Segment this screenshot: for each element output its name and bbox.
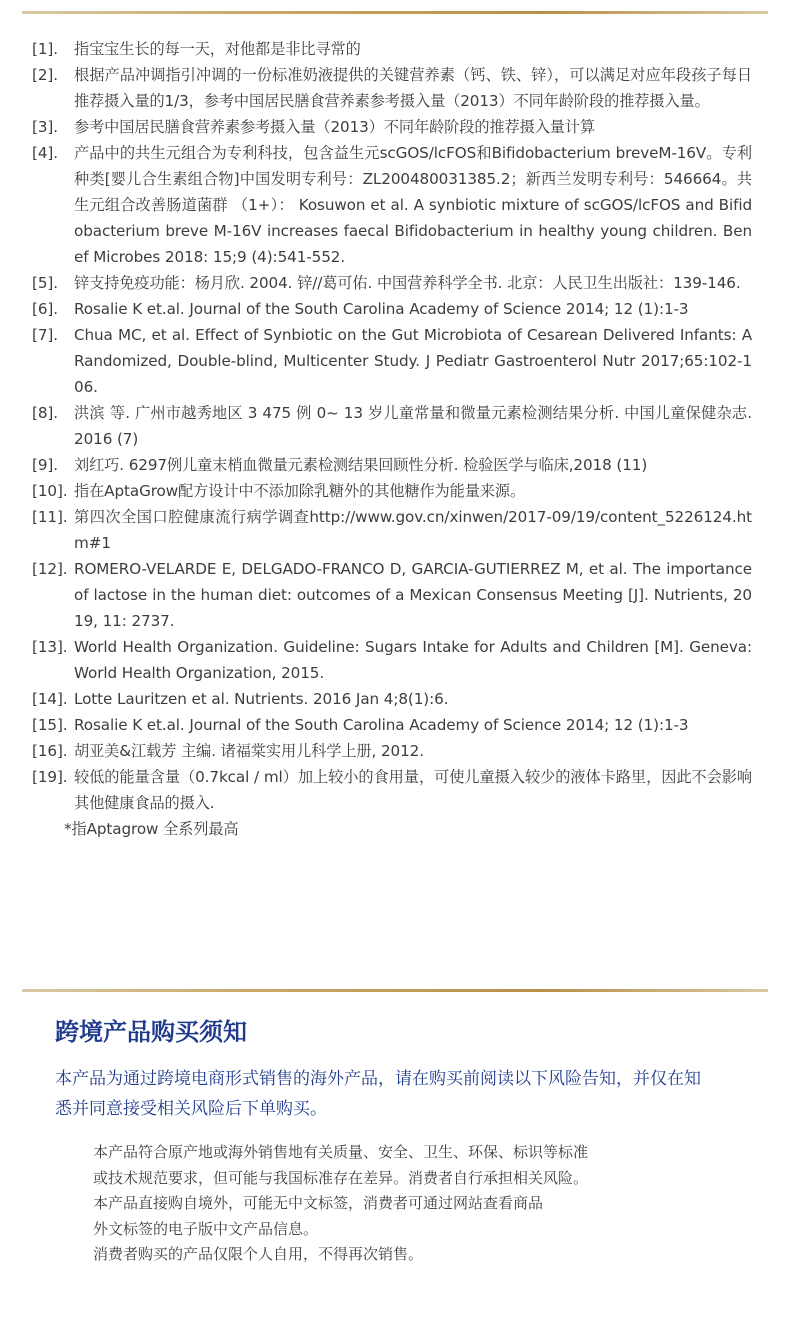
reference-item — [32, 322, 752, 400]
reference-item — [32, 712, 752, 738]
reference-number: [10]. — [32, 482, 68, 500]
reference-number: [9]. — [32, 456, 58, 474]
reference-number: [8]. — [32, 404, 58, 422]
reference-text: Rosalie K et.al. Journal of the South Carolina Academy of Science 2014; 12 (1):1-3 — [74, 716, 689, 734]
notice-intro: 本产品为通过跨境电商形式销售的海外产品，请在购买前阅读以下风险告知，并仅在知悉并同意接受相关风险后下单购买。 — [55, 1069, 701, 1119]
reference-number: [4]. — [32, 144, 58, 162]
reference-item — [32, 478, 752, 504]
reference-item — [32, 114, 752, 140]
reference-text: 锌支持免疫功能：杨月欣. 2004. 锌//葛可佑. 中国营养科学全书. 北京：人民卫生出版社：139-146. — [74, 274, 741, 292]
reference-number: [7]. — [32, 326, 58, 344]
reference-number: [13]. — [32, 638, 68, 656]
reference-number: [11]. — [32, 508, 68, 526]
reference-number: [19]. — [32, 768, 68, 786]
reference-text: 根据产品冲调指引冲调的一份标准奶液提供的关键营养素（钙、铁、锌），可以满足对应年段孩子每日推荐摄入量的1/3，参考中国居民膳食营养素参考摄入量（2013）不同年龄阶段的推荐摄入量。 — [74, 66, 752, 110]
reference-item — [32, 140, 752, 270]
reference-number: [15]. — [32, 716, 68, 734]
reference-item — [32, 452, 752, 478]
reference-text: 洪滨 等. 广州市越秀地区 3 475 例 0~ 13 岁儿童常量和微量元素检测结果分析. 中国儿童保健杂志. 2016 (7) — [74, 404, 752, 448]
notice-line: 或技术规范要求，但可能与我国标准存在差异。消费者自行承担相关风险。 — [93, 1168, 589, 1187]
reference-number: [6]. — [32, 300, 58, 318]
reference-number: [5]. — [32, 274, 58, 292]
reference-item — [32, 400, 752, 452]
reference-text: 参考中国居民膳食营养素参考摄入量（2013）不同年龄阶段的推荐摄入量计算 — [74, 118, 596, 136]
reference-item — [32, 270, 752, 296]
reference-number: [3]. — [32, 118, 58, 136]
reference-item — [32, 686, 752, 712]
reference-number: [1]. — [32, 40, 58, 58]
notice-line: 消费者购买的产品仅限个人自用，不得再次销售。 — [93, 1245, 424, 1263]
cross-border-notice — [55, 1014, 755, 1268]
reference-text: 胡亚美&江载芳 主编. 诸福棠实用儿科学上册, 2012. — [74, 742, 424, 760]
reference-item — [32, 504, 752, 556]
reference-item — [32, 296, 752, 322]
reference-text: 刘红巧. 6297例儿童末梢血微量元素检测结果回顾性分析. 检验医学与临床,2018 (11) — [74, 456, 648, 474]
reference-number: [16]. — [32, 742, 68, 760]
reference-list — [32, 36, 752, 842]
reference-item — [32, 738, 752, 764]
notice-line: 本产品直接购自境外，可能无中文标签，消费者可通过网站查看商品 — [93, 1194, 544, 1212]
reference-number: [2]. — [32, 66, 58, 84]
reference-item — [32, 556, 752, 634]
notice-body — [93, 1140, 755, 1268]
reference-item — [32, 764, 752, 816]
reference-text: 指在AptaGrow配方设计中不添加除乳糖外的其他糖作为能量来源。 — [74, 482, 526, 500]
reference-text: 指宝宝生长的每一天，对他都是非比寻常的 — [74, 40, 361, 58]
reference-number: [14]. — [32, 690, 68, 708]
reference-text: ROMERO-VELARDE E, DELGADO-FRANCO D, GARCIA-GUTIERREZ M, et al. The importance of lactose in the human diet: outcomes of a Mexican Consensus Meeting [J]. Nutrients, 2019, 11: 2737. — [74, 560, 752, 630]
reference-text: World Health Organization. Guideline: Sugars Intake for Adults and Children [M]. Geneva: World Health Organization, 2015. — [74, 638, 752, 682]
footnote: *指Aptagrow 全系列最高 — [64, 820, 239, 838]
top-divider — [22, 11, 768, 14]
reference-item — [32, 36, 752, 62]
reference-text: Lotte Lauritzen et al. Nutrients. 2016 Jan 4;8(1):6. — [74, 690, 449, 708]
notice-line: 本产品符合原产地或海外销售地有关质量、安全、卫生、环保、标识等标准 — [93, 1143, 589, 1161]
reference-text: 较低的能量含量（0.7kcal / ml）加上较小的食用量，可使儿童摄入较少的液体卡路里，因此不会影响其他健康食品的摄入. — [74, 768, 752, 812]
section-divider — [22, 989, 768, 992]
reference-text: 第四次全国口腔健康流行病学调查http://www.gov.cn/xinwen/2017-09/19/content_5226124.htm#1 — [74, 508, 752, 552]
reference-text: 产品中的共生元组合为专利科技，包含益生元scGOS/lcFOS和Bifidobacterium breveM-16V。专利种类[婴儿合生素组合物]中国发明专利号：ZL200480031385.2；新西兰发明专利号：546664。共生元组合改善肠道菌群 （1+）： Kosuwon et al. A synbiotic mixture of scGOS/lcFOS and Bifidobacterium breve M-16V increases faecal Bifidobacterium in healthy young children. Benef Microbes 2018: 15;9 (4):541-552. — [74, 144, 752, 266]
reference-text: Rosalie K et.al. Journal of the South Carolina Academy of Science 2014; 12 (1):1-3 — [74, 300, 689, 318]
notice-line: 外文标签的电子版中文产品信息。 — [93, 1219, 319, 1238]
reference-number: [12]. — [32, 560, 68, 578]
reference-text: Chua MC, et al. Effect of Synbiotic on the Gut Microbiota of Cesarean Delivered Infants: A Randomized, Double-blind, Multicenter Study. J Pediatr Gastroenterol Nutr 2017;65:102-106. — [74, 326, 752, 396]
reference-item — [32, 62, 752, 114]
reference-item — [32, 634, 752, 686]
notice-title: 跨境产品购买须知 — [55, 1018, 247, 1046]
